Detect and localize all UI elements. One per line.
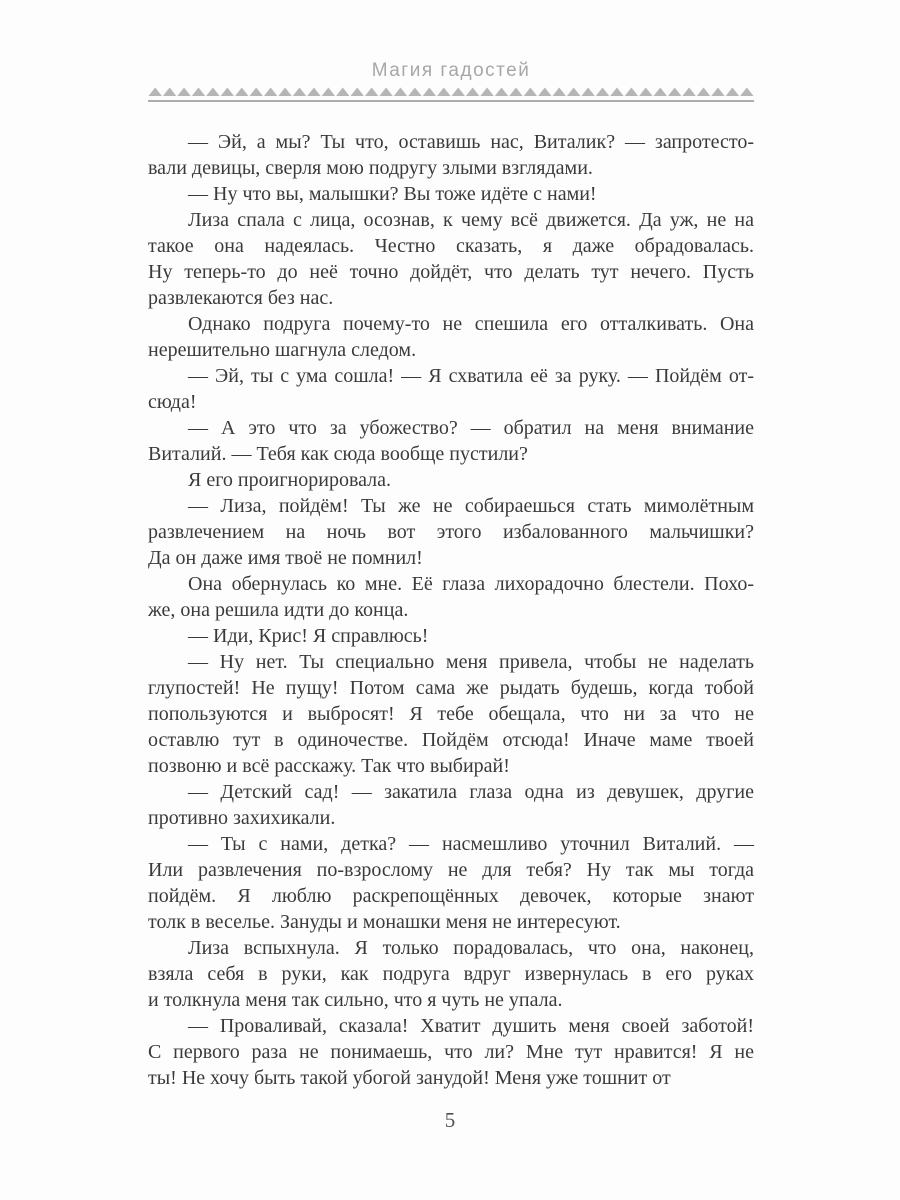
paragraph: [148, 649, 754, 779]
text-line: Да он даже имя твоё не помнил!: [148, 547, 423, 569]
text-line: Однако подруга почему-то не спешила его отталкивать. Она: [188, 313, 754, 335]
text-line: позвоню и всё расскажу. Так что выбирай!: [148, 755, 510, 777]
text-line: Она обернулась ко мне. Её глаза лихорадочно блестели. Похо-: [188, 573, 754, 595]
paragraph: [148, 207, 754, 311]
text-line: — Детский сад! — закатила глаза одна из девушек, другие: [188, 781, 754, 803]
text-line: Ну теперь-то до неё точно дойдёт, что делать тут нечего. Пусть: [148, 261, 754, 283]
paragraph: [148, 493, 754, 571]
text-line: развлекаются без нас.: [148, 287, 334, 309]
text-line: глупостей! Не пущу! Потом сама же рыдать будешь, когда тобой: [148, 677, 754, 699]
text-line: оставлю тут в одиночестве. Пойдём отсюда! Иначе маме твоей: [148, 729, 754, 751]
text-line: сюда!: [148, 391, 197, 413]
text-line: — Проваливай, сказала! Хватит душить меня своей заботой!: [188, 1015, 754, 1037]
text-line: пойдём. Я люблю раскрепощённых девочек, которые знают: [148, 885, 754, 907]
text-line: Или развлечения по-взрослому не для тебя? Ну так мы тогда: [148, 859, 754, 881]
header-rule: [148, 100, 754, 102]
text-line: Лиза спала с лица, осознав, к чему всё движется. Да уж, не на: [188, 209, 754, 231]
paragraph: [148, 935, 754, 1013]
text-body: [148, 129, 754, 1091]
text-line: — Иди, Крис! Я справлюсь!: [188, 625, 429, 647]
text-line: — Ну нет. Ты специально меня привела, чтобы не наделать: [188, 651, 754, 673]
triangle-row-icon: [148, 87, 754, 97]
text-line: такое она надеялась. Честно сказать, я даже обрадовалась.: [148, 235, 754, 257]
paragraph: [148, 571, 754, 623]
text-line: — А это что за убожество? — обратил на меня внимание: [188, 417, 754, 439]
triangle-ornament: [148, 87, 754, 102]
text-line: — Эй, ты с ума сошла! — Я схватила её за руку. — Пойдём от-: [188, 365, 754, 387]
text-line: Лиза вспыхнула. Я только порадовалась, что она, наконец,: [188, 937, 754, 959]
paragraph: [148, 779, 754, 831]
paragraph: [148, 1013, 754, 1091]
text-line: — Эй, а мы? Ты что, оставишь нас, Виталик? — запротесто-: [188, 131, 754, 153]
paragraph: [148, 311, 754, 363]
text-line: противно захихикали.: [148, 807, 336, 829]
text-line: Виталий. — Тебя как сюда вообще пустили?: [148, 443, 528, 465]
text-line: и толкнула меня так сильно, что я чуть не упала.: [148, 989, 563, 1011]
text-line: взяла себя в руки, как подруга вдруг извернулась в его руках: [148, 963, 754, 985]
text-line: — Лиза, пойдём! Ты же не собираешься стать мимолётным: [188, 495, 754, 517]
text-line: — Ну что вы, малышки? Вы тоже идёте с нами!: [188, 183, 597, 205]
text-line: развлечением на ночь вот этого избалованного мальчишки?: [148, 521, 754, 543]
text-line: ты! Не хочу быть такой убогой занудой! Меня уже тошнит от: [148, 1067, 671, 1089]
paragraph: [148, 831, 754, 935]
text-line: Я его проигнорировала.: [188, 469, 392, 491]
text-line: С первого раза не понимаешь, что ли? Мне тут нравится! Я не: [148, 1041, 754, 1063]
paragraph: [148, 623, 754, 649]
paragraph: [148, 467, 754, 493]
text-line: толк в веселье. Зануды и монашки меня не интересуют.: [148, 911, 621, 933]
paragraph: [148, 363, 754, 415]
paragraph: [148, 181, 754, 207]
text-line: — Ты с нами, детка? — насмешливо уточнил Виталий. —: [188, 833, 754, 855]
paragraph: [148, 129, 754, 181]
text-line: вали девицы, сверля мою подругу злыми взглядами.: [148, 157, 593, 179]
running-head-title: Магия гадостей: [371, 60, 531, 81]
page-number: 5: [444, 1108, 456, 1132]
text-line: нерешительно шагнула следом.: [148, 339, 417, 361]
text-line: попользуются и выбросят! Я тебе обещала, что ни за что не: [148, 703, 754, 725]
paragraph: [148, 415, 754, 467]
text-line: же, она решила идти до конца.: [148, 599, 409, 621]
